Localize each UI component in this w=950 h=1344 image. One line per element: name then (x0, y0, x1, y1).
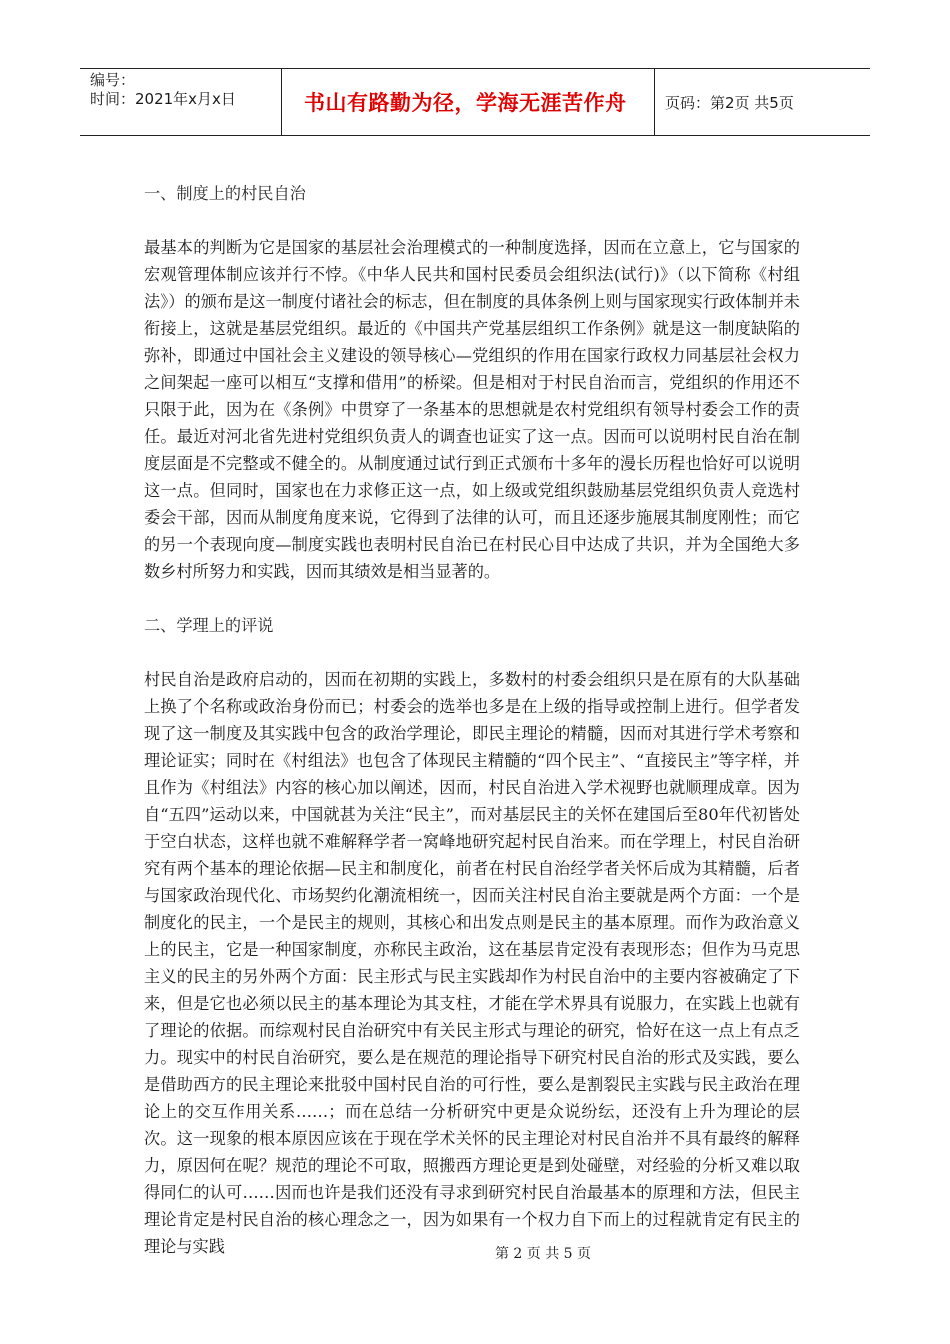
section-paragraph-2: 村民自治是政府启动的，因而在初期的实践上，多数村的村委会组织只是在原有的大队基础上换了个名称或政治身份而已；村委会的选举也多是在上级的指导或控制上进行。但学者发现了这一制度及其实践中包含的政治学理论，即民主理论的精髓，因而对其进行学术考察和理论证实；同时在《村组法》也包含了体现民主精髓的“四个民主”、“直接民主”等字样，并且作为《村组法》内容的核心加以阐述，因而，村民自治进入学术视野也就顺理成章。因为自“五四”运动以来，中国就甚为关注“民主”，而对基层民主的关怀在建国后至80年代初皆处于空白状态，这样也就不难解释学者一窝峰地研究起村民自治来。而在学理上，村民自治研究有两个基本的理论依据—民主和制度化，前者在村民自治经学者关怀后成为其精髓，后者与国家政治现代化、市场契约化潮流相统一，因而关注村民自治主要就是两个方面：一个是制度化的民主，一个是民主的规则，其核心和出发点则是民主的基本原理。而作为政治意义上的民主，它是一种国家制度，亦称民主政治，这在基层肯定没有表现形态；但作为马克思主义的民主的另外两个方面：民主形式与民主实践却作为村民自治中的主要内容被确定了下来，但是它也必须以民主的基本理论为其支柱，才能在学术界具有说服力，在实践上也就有了理论的依据。而综观村民自治研究中有关民主形式与理论的研究，恰好在这一点上有点乏力。现实中的村民自治研究，要么是在规范的理论指导下研究村民自治的形式及实践，要么是借助西方的民主理论来批驳中国村民自治的可行性，要么是割裂民主实践与民主政治在理论上的交互作用关系……；而在总结一分析研究中更是众说纷纭，还没有上升为理论的层次。这一现象的根本原因应该在于现在学术关怀的民主理论对村民自治并不具有最终的解释力，原因何在呢？规范的理论不可取，照搬西方理论更是到处碰壁，对经验的分析又难以取得同仁的认可……因而也许是我们还没有寻求到研究村民自治最基本的原理和方法，但民主理论肯定是村民自治的核心理念之一，因为如果有一个权力自下而上的过程就肯定有民主的理论与实践 (144, 670, 800, 1256)
page-footer: 第 2 页 共 5 页 (494, 1246, 592, 1262)
header-motto: 书山有路勤为径，学海无涯苦作舟 (282, 69, 655, 135)
section-heading-2: 二、学理上的评说 (144, 616, 274, 635)
document-header (80, 68, 870, 136)
section-paragraph-1: 最基本的判断为它是国家的基层社会治理模式的一种制度选择，因而在立意上，它与国家的宏观管理体制应该并行不悖。《中华人民共和国村民委员会组织法(试行)》（以下简称《村组法》）的颁布是这一制度付诸社会的标志，但在制度的具体条例上则与国家现实行政体制并未衔接上，这就是基层党组织。最近的《中国共产党基层组织工作条例》就是这一制度缺陷的弥补，即通过中国社会主义建设的领导核心—党组织的作用在国家行政权力同基层社会权力之间架起一座可以相互“支撑和借用”的桥梁。但是相对于村民自治而言，党组织的作用还不只限于此，因为在《条例》中贯穿了一条基本的思想就是农村党组织有领导村委会工作的责任。最近对河北省先进村党组织负责人的调查也证实了这一点。因而可以说明村民自治在制度层面是不完整或不健全的。从制度通过试行到正式颁布十多年的漫长历程也恰好可以说明这一点。但同时，国家也在力求修正这一点，如上级或党组织鼓励基层党组织负责人竞选村委会干部，因而从制度角度来说，它得到了法律的认可，而且还逐步施展其制度刚性；而它的另一个表现向度—制度实践也表明村民自治已在村民心目中达成了共识，并为全国绝大多数乡村所努力和实践，因而其绩效是相当显著的。 (144, 238, 800, 581)
header-meta (80, 69, 282, 135)
document-time-label: 时间：2021年x月x日 (90, 90, 236, 108)
document-number-label: 编号： (90, 71, 136, 89)
section-heading-1: 一、制度上的村民自治 (144, 184, 306, 203)
header-page-label: 页码：第2页 共5页 (665, 93, 794, 112)
document-body (144, 180, 800, 1260)
